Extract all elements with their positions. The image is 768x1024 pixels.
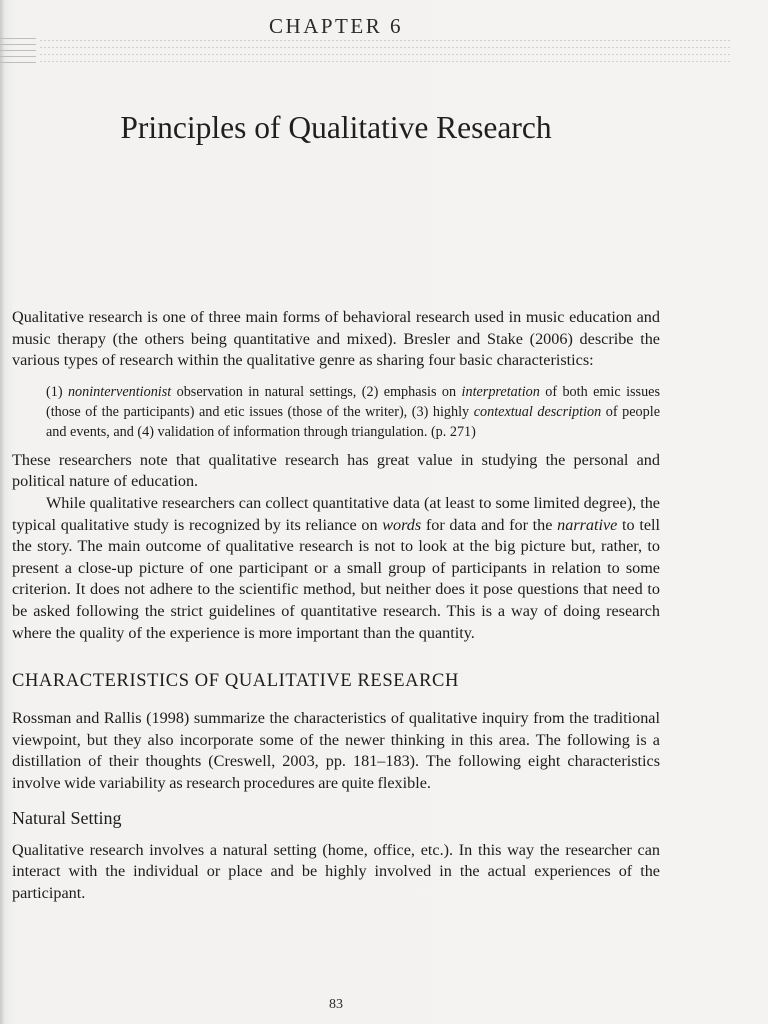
body-paragraph: While qualitative researchers can collect quantitative data (at least to some limited degree), the typical qualitative study is recognized by its reliance on words for data and for the narrative to tell the story. The main outcome of qualitative research is not to look at the big picture but, rather, to present a close-up picture of one participant or a small group of participants in relation to some criterion. It does not adhere to the scientific method, but neither does it pose questions that need to be asked following the strict guidelines of quantitative research. This is a way of doing research where the quality of the experience is more important than the quantity.: [12, 493, 660, 642]
page-number: 83: [329, 997, 343, 1012]
subsection-paragraph: Qualitative research involves a natural setting (home, office, etc.). In this way the researcher can interact with the individual or place and be highly involved in the actual experiences of the participant.: [12, 840, 660, 902]
section-heading: CHARACTERISTICS OF QUALITATIVE RESEARCH: [12, 671, 459, 692]
page-body: [12, 307, 660, 904]
intro-paragraph: Qualitative research is one of three main forms of behavioral research used in music education and music therapy (the others being quantitative and mixed). Bresler and Stake (2006) describe the various types of research within the qualitative genre as sharing four basic characteristics:: [12, 308, 660, 370]
chapter-title: Principles of Qualitative Research: [120, 110, 552, 145]
section-paragraph: Rossman and Rallis (1998) summarize the characteristics of qualitative inquiry from the traditional viewpoint, but they also incorporate some of the newer thinking in this area. The following is a distillation of their thoughts (Creswell, 2003, pp. 181–183). The following eight characteristics involve wide variability as research procedures are quite flexible.: [12, 709, 660, 792]
binding-shadow: [0, 0, 4, 1024]
binding-marks: [0, 38, 36, 78]
after-quote-paragraph: These researchers note that qualitative research has great value in studying the personal and political nature of education.: [12, 450, 660, 491]
subsection-heading: Natural Setting: [12, 807, 122, 828]
block-quote: (1) noninterventionist observation in natural settings, (2) emphasis on interpretation of both emic issues (those of the participants) and etic issues (those of the writer), (3) highly contextual description of people and events, and (4) validation of information through triangulation. (p. 271): [46, 383, 660, 440]
chapter-label: CHAPTER 6: [269, 14, 403, 38]
chapter-rule: [40, 40, 730, 66]
